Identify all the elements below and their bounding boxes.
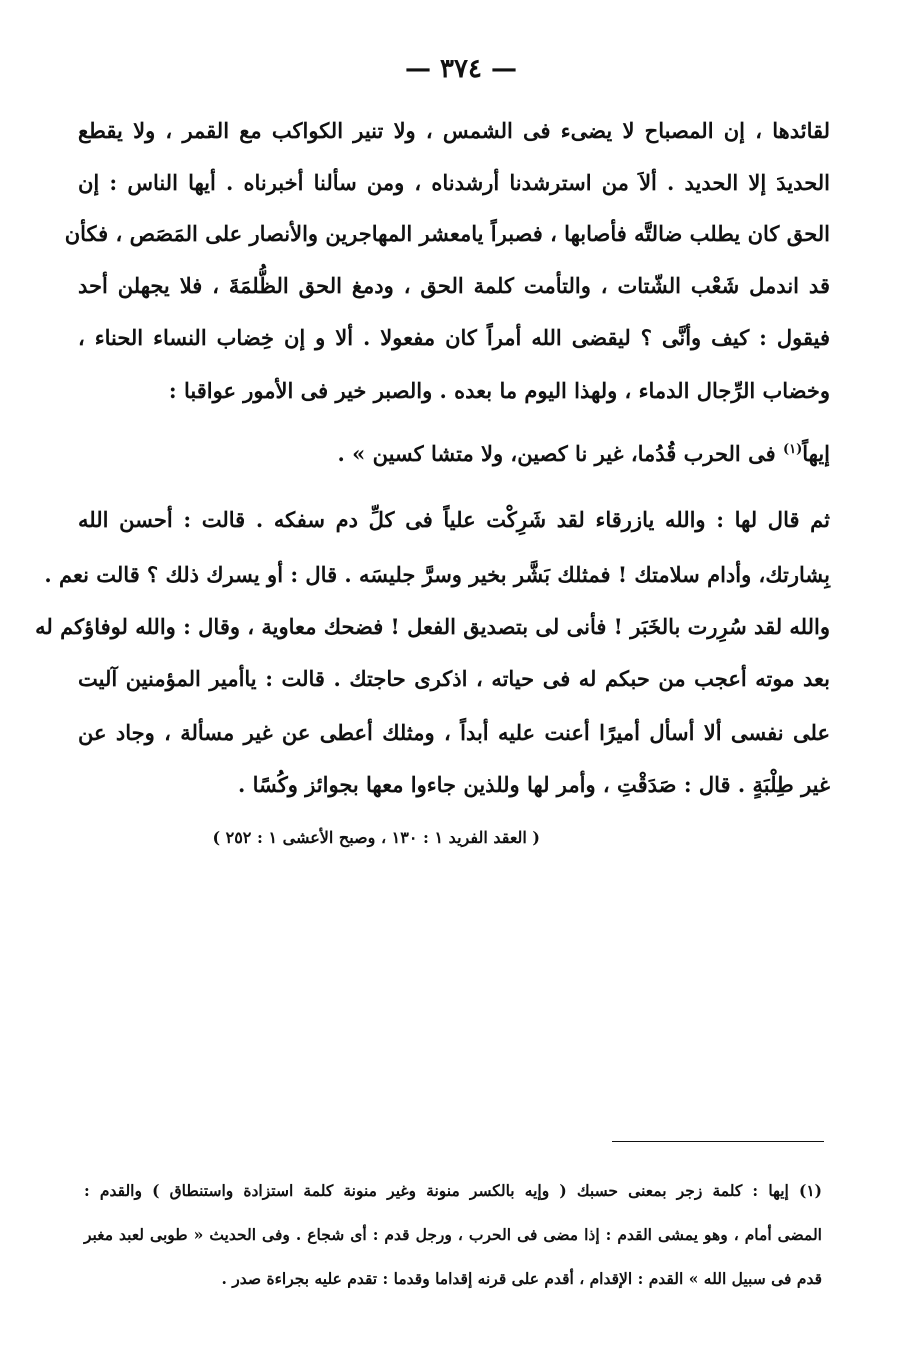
verse-word: إيهاً [802,441,830,466]
body-line: غير طِلْبَةٍ . قال : صَدَقْتِ ، وأمر لها وللذين جاءوا معها بجوائز وكُسًا . [238,772,830,797]
body-line: لقائدها ، إن المصباح لا يضىء فى الشمس ، ولا تنير الكواكب مع القمر ، ولا يقطع [78,118,830,143]
body-line: وخضاب الرِّجال الدماء ، ولهذا اليوم ما بعده . والصبر خير فى الأمور عواقبا : [168,378,830,403]
body-line: بِشارتك، وأدام سلامتك ! فمثلك بَشَّر بخير وسرَّ جليسَه . قال : أو يسرك ذلك ؟ قالت نعم . [44,562,830,587]
body-line: على نفسى ألا أسأل أميرًا أعنت عليه أبداً ، ومثلك أعطى عن غير مسألة ، وجاد عن [78,720,830,745]
body-line: والله لقد سُرِرت بالخَبَر ! فأنى لى بتصديق الفعل ! فضحك معاوية ، وقال : والله لوفاؤكم له [35,614,830,639]
verse-rest: فى الحرب قُدُما، غير نا كصين، ولا متشا كسين » . [337,441,783,466]
footnote-marker: (١) [782,442,803,457]
page-number: — ٣٧٤ — [404,54,518,84]
footnote-divider [612,1141,824,1142]
footnote-line: المضى أمام ، وهو يمشى القدم : إذا مضى فى الحرب ، ورجل قدم : أى شجاع . وفى الحديث « طوبى لعبد مغبر [84,1225,822,1244]
body-line: الحديدَ إلا الحديد . ألاَ من استرشدنا أرشدناه ، ومن سألنا أخبرناه . أيها الناس : إن [78,170,830,195]
verse-line [338,441,830,466]
source-reference: ( العقد الفريد ١ : ١٣٠ ، وصبح الأعشى ١ : ٢٥٢ ) [212,828,540,847]
footnote-line: (١) إيها : كلمة زجر بمعنى حسبك ( وإيه بالكسر منونة وغير منونة كلمة استزادة واستنطاق ) والقدم : [84,1181,822,1200]
body-line: بعد موته أعجب من حبكم له فى حياته ، اذكرى حاجتك . قالت : ياأمير المؤمنين آليت [78,666,830,691]
body-line: قد اندمل شَعْب الشّتات ، والتأمت كلمة الحق ، ودمغ الحق الظُّلمَةَ ، فلا يجهلن أحد [78,273,830,298]
footnote-line: قدم فى سبيل الله » القدم : الإقدام ، أقدم على قرنه إقداما وقدما : تقدم عليه بجراءة صدر . [221,1269,822,1288]
body-line: الحق كان يطلب ضالتَّه فأصابها ، فصبراً يامعشر المهاجرين والأنصار على المَصَص ، فكأن [64,221,830,246]
body-line: ثم قال لها : والله يازرقاء لقد شَرِكْت علياً فى كلِّ دم سفكه . قالت : أحسن الله [78,507,830,532]
body-line: فيقول : كيف وأنَّى ؟ ليقضى الله أمراً كان مفعولا . ألا و إن خِضاب النساء الحناء ، [78,325,830,350]
